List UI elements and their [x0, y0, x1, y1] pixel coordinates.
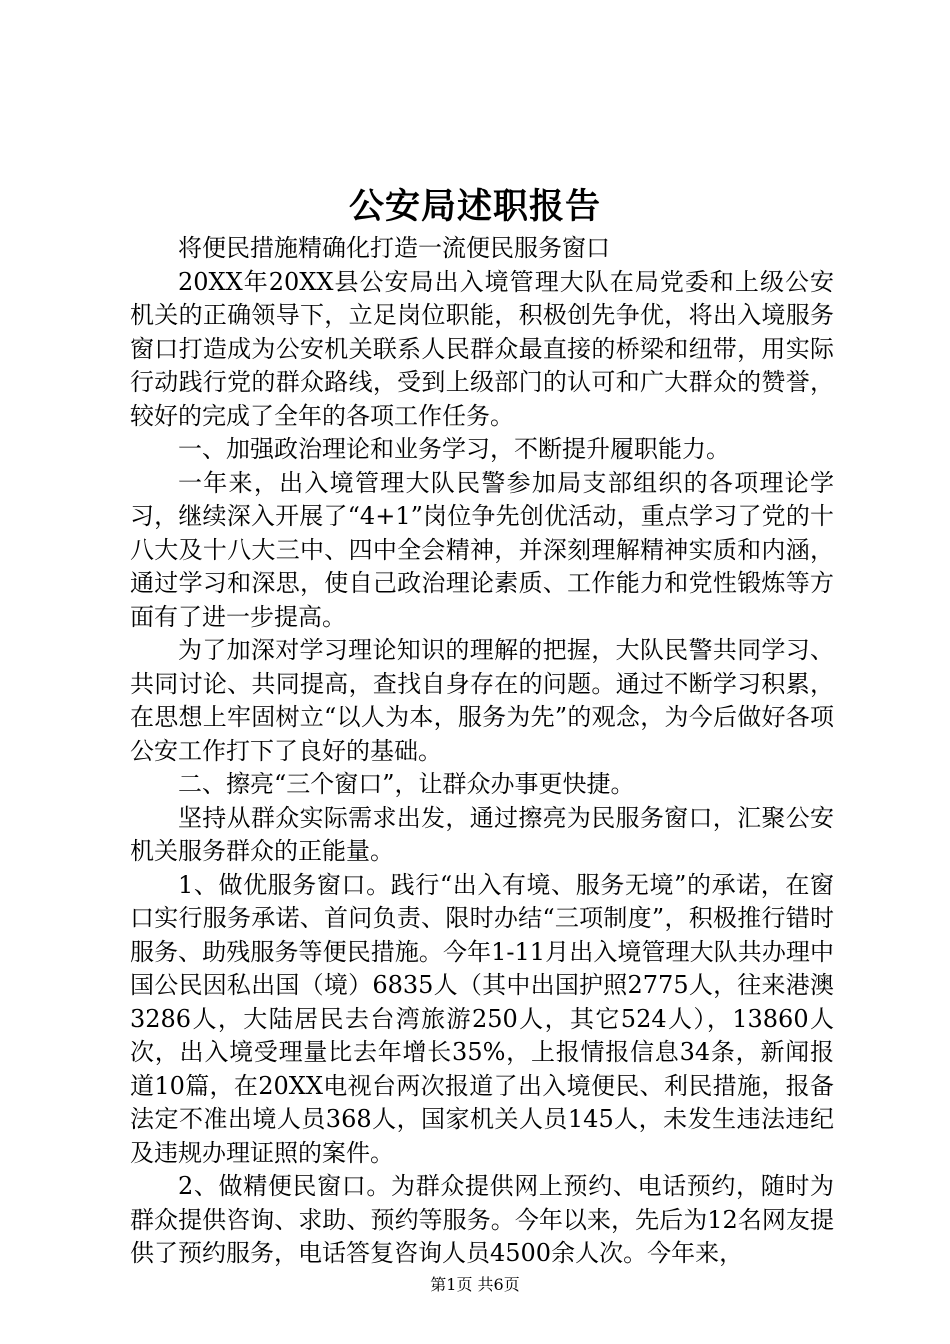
section-heading-2: 二、擦亮“三个窗口”，让群众办事更快捷。	[178, 770, 635, 798]
document-body	[130, 232, 834, 1271]
paragraph-intro: 20XX年20XX县公安局出入境管理大队在局党委和上级公安机关的正确领导下，立足岗位职能，积极创先争优，将出入境服务窗口打造成为公安机关联系人民群众最直接的桥梁和纽带，用实际行动践行党的群众路线，受到上级部门的认可和广大群众的赞誉，较好的完成了全年的各项工作任务。	[130, 267, 834, 430]
paragraph-study: 一年来，出入境管理大队民警参加局支部组织的各项理论学习，继续深入开展了“4+1”岗位争先创优活动，重点学习了党的十八大及十八大三中、四中全会精神，并深刻理解精神实质和内涵，通过学习和深思，使自己政治理论素质、工作能力和党性锻炼等方面有了进一步提高。	[130, 468, 834, 631]
document-title: 公安局述职报告	[348, 186, 601, 227]
paragraph-theory: 为了加深对学习理论知识的理解的把握，大队民警共同学习、共同讨论、共同提高，查找自身存在的问题。通过不断学习积累，在思想上牢固树立“以人为本，服务为先”的观念，为今后做好各项公安工作打下了良好的基础。	[130, 636, 834, 765]
paragraph-service-window: 1、做优服务窗口。践行“出入有境、服务无境”的承诺，在窗口实行服务承诺、首问负责、限时办结“三项制度”，积极推行错时服务、助残服务等便民措施。今年1-11月出入境管理大队共办理中国公民因私出国（境）6835人（其中出国护照2775人，往来港澳3286人，大陆居民去台湾旅游250人，其它524人），13860人次，出入境受理量比去年增长35%，上报情报信息34条，新闻报道10篇，在20XX电视台两次报道了出入境便民、利民措施，报备法定不准出境人员368人，国家机关人员145人，未发生违法违纪及违规办理证照的案件。	[130, 870, 834, 1167]
paragraph-convenience-window: 2、做精便民窗口。为群众提供网上预约、电话预约，随时为群众提供咨询、求助、预约等服务。今年以来，先后为12名网友提供了预约服务，电话答复咨询人员4500余人次。今年来，	[130, 1172, 834, 1267]
section-heading-1: 一、加强政治理论和业务学习，不断提升履职能力。	[178, 435, 730, 463]
paragraph-subtitle: 将便民措施精确化打造一流便民服务窗口	[178, 234, 610, 262]
page-footer: 第1页 共6页	[430, 1275, 520, 1294]
paragraph-windows: 坚持从群众实际需求出发，通过擦亮为民服务窗口，汇聚公安机关服务群众的正能量。	[130, 803, 834, 865]
